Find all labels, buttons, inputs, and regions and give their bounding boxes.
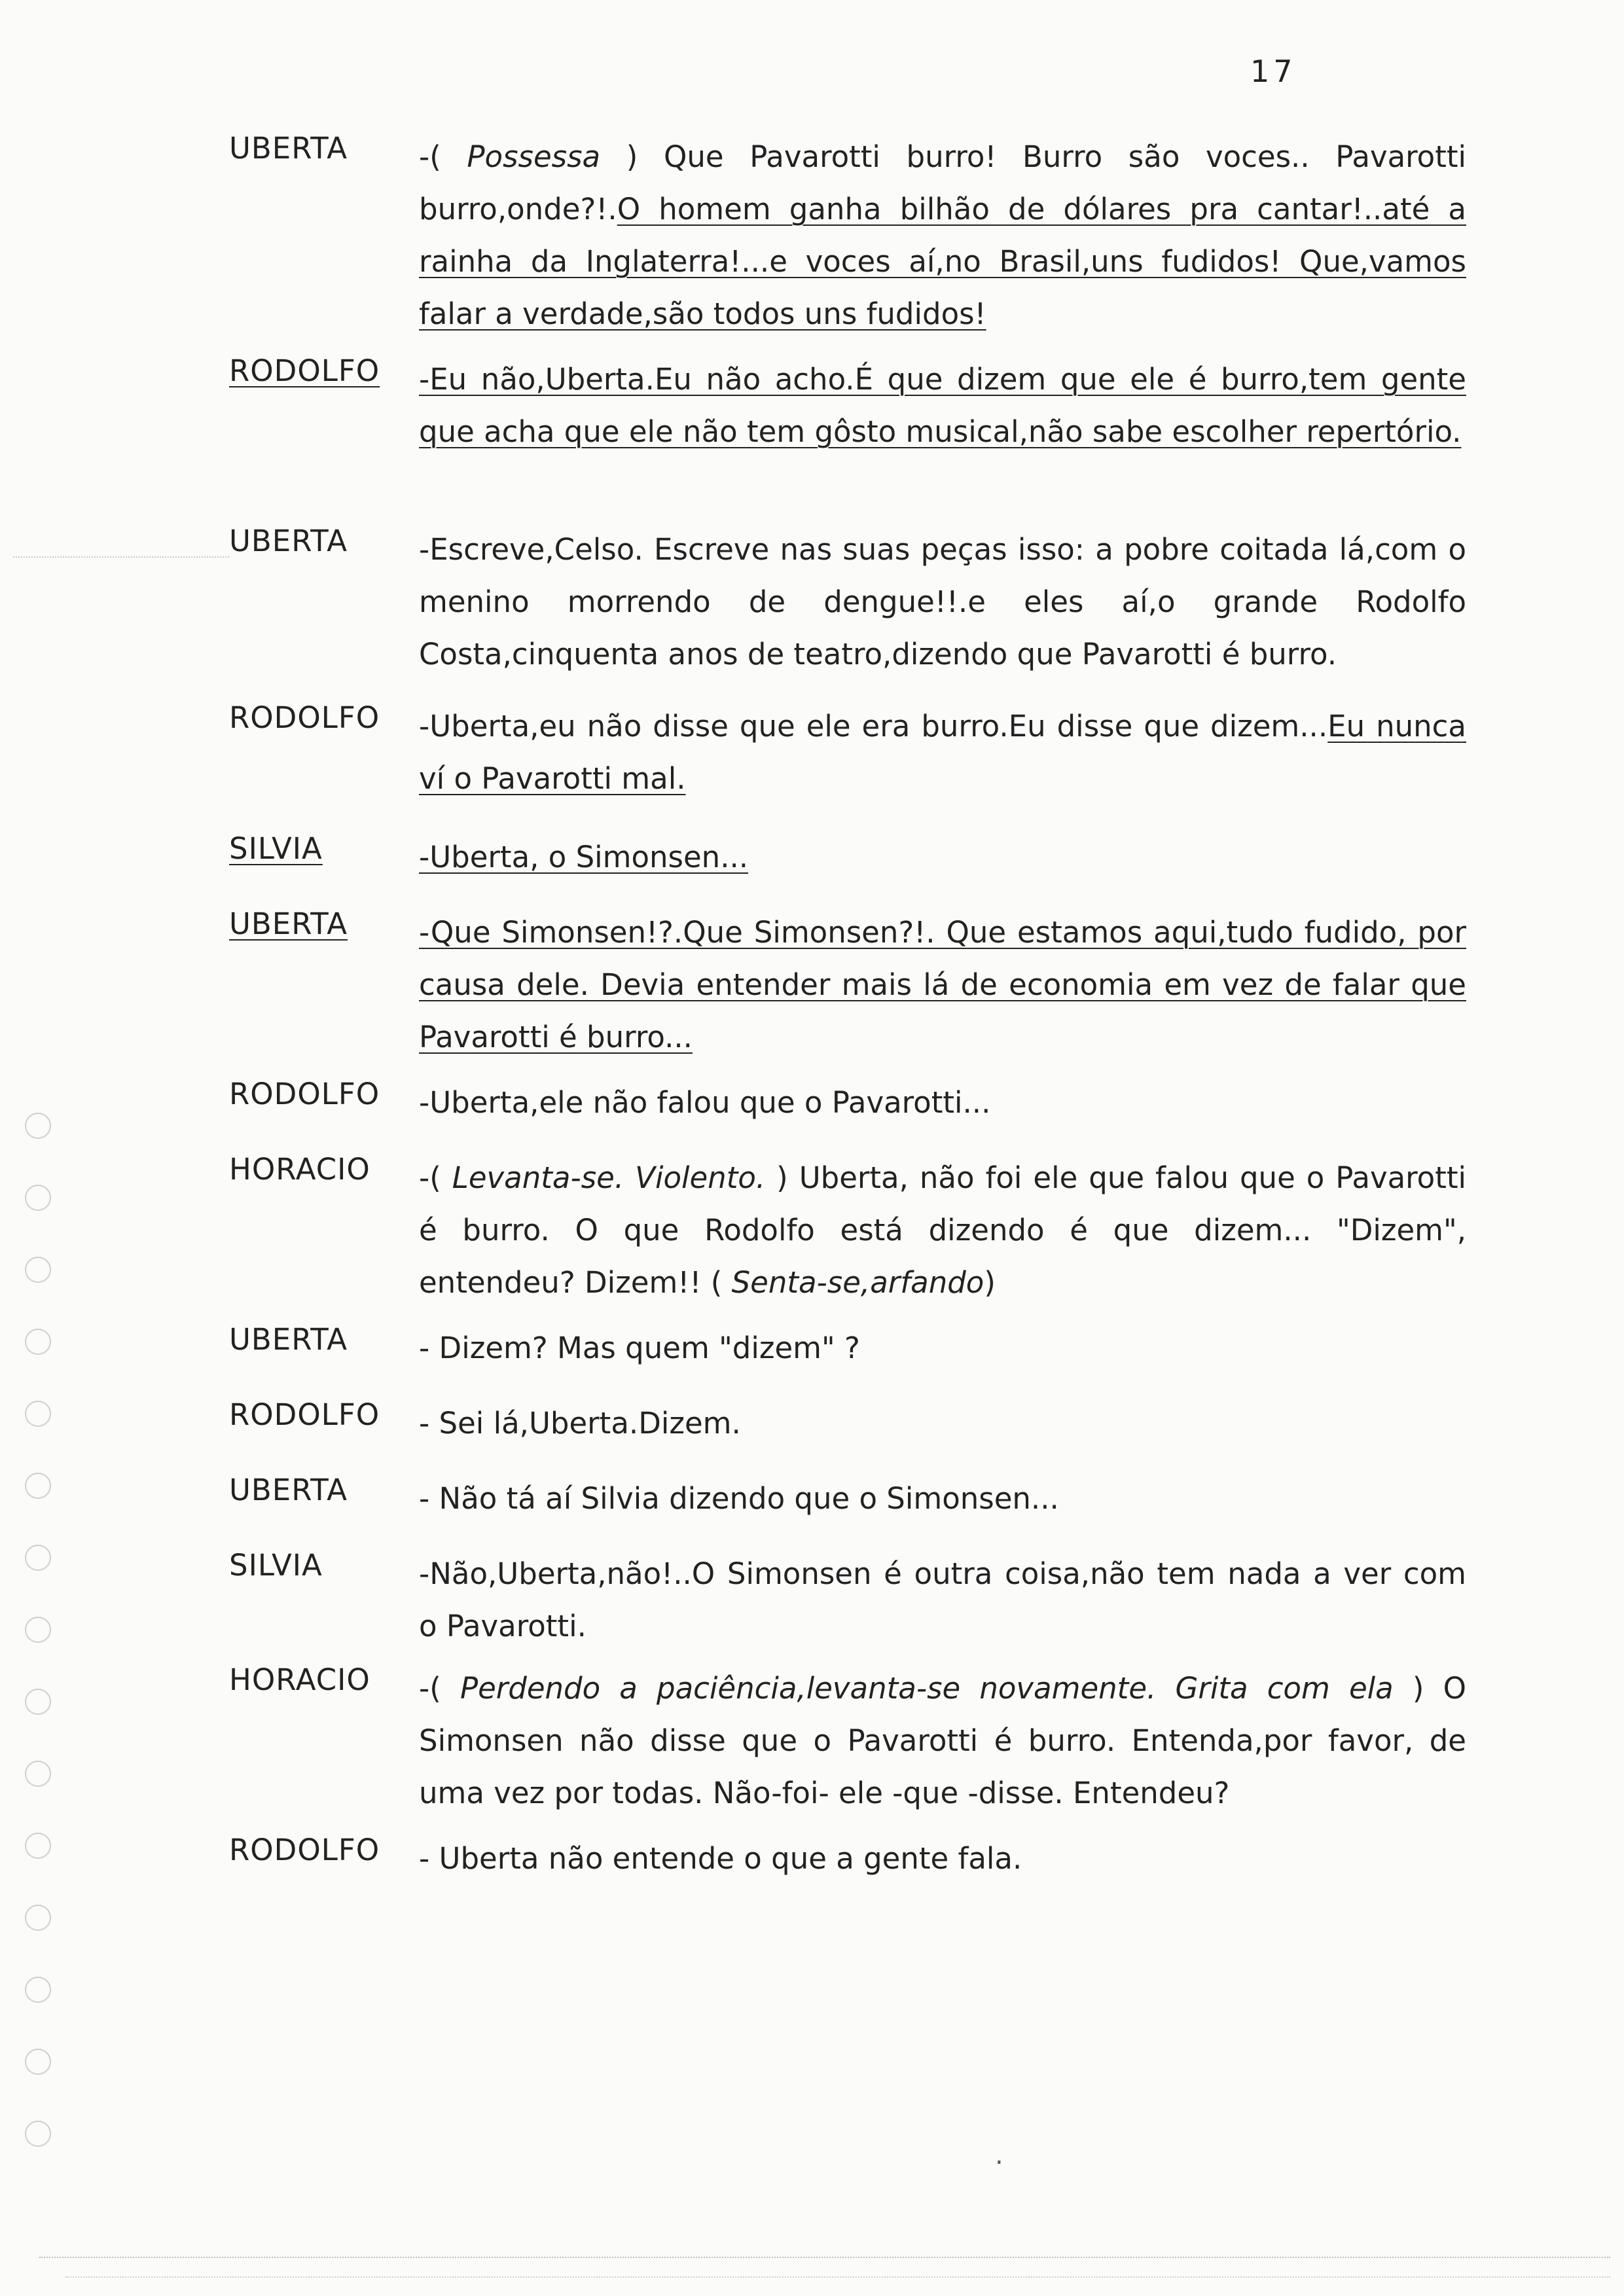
speech-text <box>419 1662 1466 1820</box>
speech-segment: -Uberta,eu não disse que ele era burro.Eu disse que dizem... <box>419 709 1328 744</box>
speaker-name: UBERTA <box>229 1473 348 1507</box>
speech-segment: -( <box>419 139 467 174</box>
speaker-name: UBERTA <box>229 131 348 166</box>
speech-text <box>419 1322 1466 1374</box>
stage-direction: Perdendo a paciência,levanta-se novamente. Grita com ela <box>460 1671 1394 1706</box>
speech-text <box>419 1548 1466 1653</box>
binder-hole <box>25 1761 51 1787</box>
stage-direction: Levanta-se. Violento. <box>452 1160 766 1195</box>
speech-segment: -Que Simonsen!?.Que Simonsen?!. Que estamos aqui,tudo fudido, por causa dele. Devia entender mais lá de economia em vez de falar que Pavarotti é burro... <box>419 915 1466 1054</box>
speaker-name: UBERTA <box>229 1322 348 1357</box>
speech-segment: -( <box>419 1671 460 1706</box>
speaker-name: RODOLFO <box>229 353 380 388</box>
speech-segment: ) Que Pavarotti burro! Burro são voces.. Pavarotti burro,onde?!. <box>419 139 1466 226</box>
binder-hole <box>25 1473 51 1499</box>
speaker-name: SILVIA <box>229 831 323 866</box>
bottom-dotted-rule-2 <box>65 2276 1610 2278</box>
speech-segment: ) <box>984 1265 996 1300</box>
binder-hole <box>25 1257 51 1283</box>
speech-text <box>419 1077 1466 1129</box>
speech-segment: -Não,Uberta,não!..O Simonsen é outra coisa,não tem nada a ver com o Pavarotti. <box>419 1556 1466 1643</box>
speech-segment: O homem ganha bilhão de dólares pra cantar!..até a rainha da Inglaterra!...e voces aí,no Brasil,uns fudidos! Que,vamos falar a verdade,são todos uns fudidos! <box>419 192 1466 331</box>
speech-segment: Eu nunca ví o Pavarotti mal. <box>419 709 1466 796</box>
speech-text <box>419 1397 1466 1450</box>
binder-hole <box>25 1905 51 1931</box>
binder-hole <box>25 1689 51 1715</box>
speech-segment: ) Uberta, não foi ele que falou que o Pavarotti é burro. O que Rodolfo está dizendo é que dizem... "Dizem", entendeu? Dizem!! ( <box>419 1160 1466 1300</box>
speaker-name: SILVIA <box>229 1548 323 1583</box>
speech-segment: -Uberta,ele não falou que o Pavarotti... <box>419 1085 991 1120</box>
speech-segment: -( <box>419 1160 452 1195</box>
speech-text <box>419 700 1466 805</box>
speech-segment: -Escreve,Celso. Escreve nas suas peças isso: a pobre coitada lá,com o menino morrendo de dengue!!.e eles aí,o grande Rodolfo Costa,cinquenta anos de teatro,dizendo que Pavarotti é burro. <box>419 532 1466 672</box>
speech-text <box>419 906 1466 1064</box>
speech-segment: - Dizem? Mas quem "dizem" ? <box>419 1331 860 1365</box>
speaker-name: RODOLFO <box>229 1397 380 1432</box>
speaker-name: RODOLFO <box>229 1077 380 1111</box>
speech-text <box>419 831 1466 884</box>
speaker-name: HORACIO <box>229 1662 370 1697</box>
speech-segment: -Uberta, o Simonsen... <box>419 840 749 874</box>
speech-text <box>419 353 1466 458</box>
speech-segment: - Uberta não entende o que a gente fala. <box>419 1841 1022 1876</box>
binder-hole <box>25 2049 51 2075</box>
speech-segment: - Não tá aí Silvia dizendo que o Simonsen... <box>419 1481 1059 1516</box>
speech-segment: - Sei lá,Uberta.Dizem. <box>419 1406 741 1441</box>
stage-direction: Possessa <box>467 139 601 174</box>
binder-hole <box>25 1617 51 1643</box>
speaker-name: RODOLFO <box>229 1833 380 1867</box>
binder-hole <box>25 2121 51 2147</box>
binder-hole <box>25 1401 51 1427</box>
binder-hole <box>25 1833 51 1859</box>
speech-text <box>419 1152 1466 1309</box>
binder-hole <box>25 1185 51 1211</box>
stray-mark: . <box>995 2140 1003 2170</box>
bottom-dotted-rule <box>39 2257 1610 2258</box>
binder-hole <box>25 1113 51 1139</box>
binder-hole <box>25 1545 51 1571</box>
stage-direction: Senta-se,arfando <box>731 1265 984 1300</box>
speech-text <box>419 524 1466 681</box>
speech-segment: ) O Simonsen não disse que o Pavarotti é burro. Entenda,por favor, de uma vez por todas. Não-foi- ele -que -disse. Entendeu? <box>419 1671 1466 1810</box>
speaker-name: RODOLFO <box>229 700 380 735</box>
speech-text <box>419 131 1466 340</box>
speaker-name: UBERTA <box>229 524 348 558</box>
speech-text <box>419 1833 1466 1885</box>
speech-text <box>419 1473 1466 1525</box>
page-number: 17 <box>1250 54 1297 89</box>
speech-segment: -Eu não,Uberta.Eu não acho.É que dizem que ele é burro,tem gente que acha que ele não tem gôsto musical,não sabe escolher repertório. <box>419 362 1466 449</box>
speaker-name: HORACIO <box>229 1152 370 1187</box>
speaker-name: UBERTA <box>229 906 348 941</box>
binder-hole <box>25 1977 51 2003</box>
binder-hole <box>25 1329 51 1355</box>
